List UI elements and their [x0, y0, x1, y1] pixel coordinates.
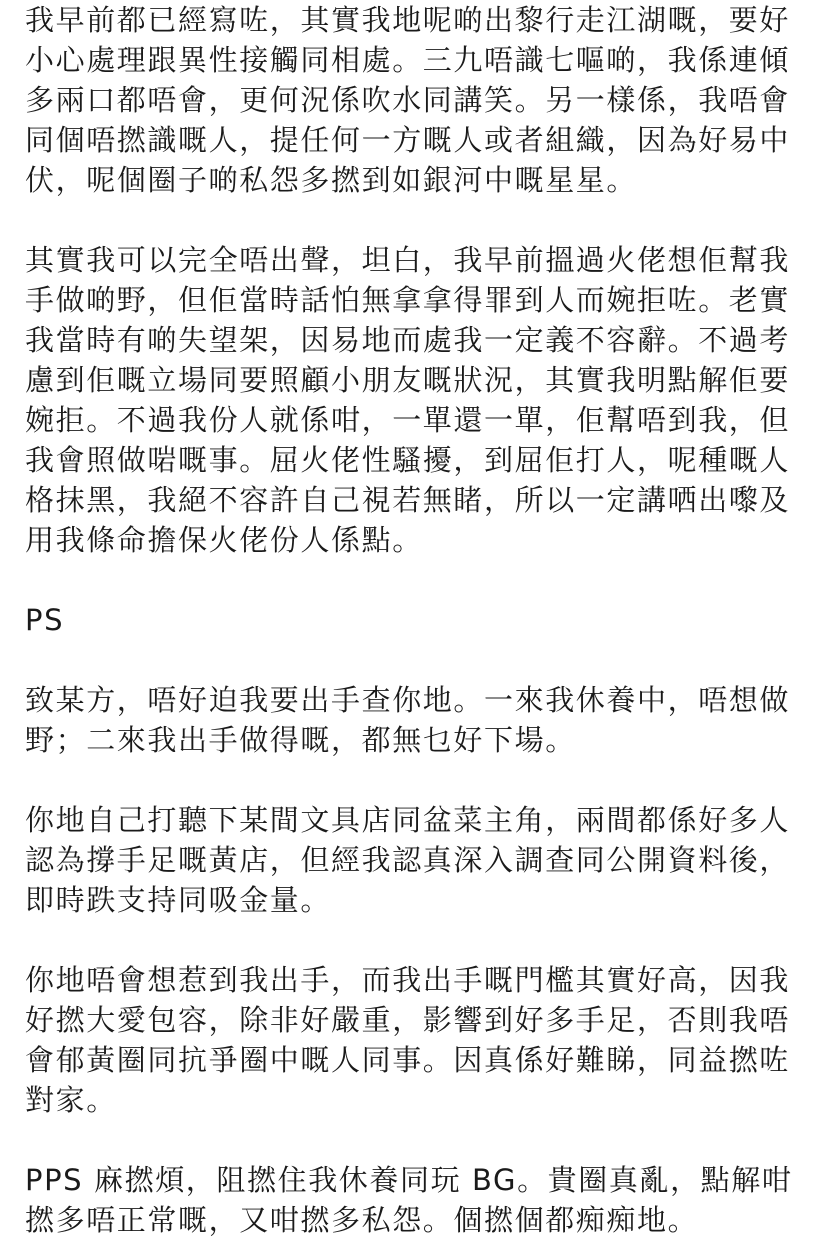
paragraph [25, 680, 805, 760]
text-line: 即時跌支持同吸金量。 [25, 883, 332, 917]
text-line: 你地唔會想惹到我出手，而我出手嘅門檻其實好高，因我 [25, 963, 791, 997]
text-line: 其實我可以完全唔出聲，坦白，我早前搵過火佬想佢幫我 [25, 243, 791, 277]
paragraph [25, 960, 805, 1120]
text-line: 野；二來我出手做得嘅，都無乜好下場。 [25, 723, 576, 757]
paragraph-gap [25, 920, 805, 960]
paragraph-gap [25, 640, 805, 680]
ps-heading: PS [25, 603, 65, 637]
text-line: 手做啲野，但佢當時話怕無拿拿得罪到人而婉拒咗。老實 [25, 283, 791, 317]
paragraph-gap [25, 560, 805, 600]
paragraph [25, 0, 805, 200]
text-line: 用我條命擔保火佬份人係點。 [25, 523, 423, 557]
text-line: 慮到佢嘅立場同要照顧小朋友嘅狀況，其實我明點解佢要 [25, 363, 791, 397]
text-line: 多兩口都唔會，更何況係吹水同講笑。另一樣係，我唔會 [25, 83, 791, 117]
text-line: 婉拒。不過我份人就係咁，一單還一單，佢幫唔到我，但 [25, 403, 791, 437]
text-line: 你地自己打聽下某間文具店同盆菜主角，兩間都係好多人 [25, 803, 791, 837]
text-line: 我早前都已經寫咗，其實我地呢啲出黎行走江湖嘅，要好 [25, 3, 791, 37]
paragraph [25, 800, 805, 920]
paragraph [25, 1160, 805, 1240]
text-line: 認為撐手足嘅黃店，但經我認真深入調查同公開資料後， [25, 843, 791, 877]
text-line: 小心處理跟異性接觸同相處。三九唔識七嘔啲，我係連傾 [25, 43, 791, 77]
post-body [25, 0, 805, 1240]
paragraph [25, 240, 805, 560]
text-line: 同個唔撚識嘅人，提任何一方嘅人或者組織，因為好易中 [25, 123, 791, 157]
paragraph [25, 600, 805, 640]
paragraph-gap [25, 1120, 805, 1160]
text-line: 好撚大愛包容，除非好嚴重，影響到好多手足，否則我唔 [25, 1003, 791, 1037]
paragraph-gap [25, 760, 805, 800]
text-line: 會郁黃圈同抗爭圈中嘅人同事。因真係好難睇，同益撚咗 [25, 1043, 791, 1077]
text-line: 撚多唔正常嘅，又咁撚多私怨。個撚個都痴痴地。 [25, 1203, 699, 1237]
text-line: 我會照做啱嘅事。屈火佬性騷擾，到屈佢打人，呢種嘅人 [25, 443, 791, 477]
paragraph-gap [25, 200, 805, 240]
text-line: 伏，呢個圈子啲私怨多撚到如銀河中嘅星星。 [25, 163, 638, 197]
text-line: 我當時有啲失望架，因易地而處我一定義不容辭。不過考 [25, 323, 791, 357]
text-line: 對家。 [25, 1083, 117, 1117]
text-line: 格抹黑，我絕不容許自己視若無睹，所以一定講哂出嚟及 [25, 483, 791, 517]
text-line: 致某方，唔好迫我要出手查你地。一來我休養中，唔想做 [25, 683, 791, 717]
text-line: PPS 麻撚煩，阻撚住我休養同玩 BG。貴圈真亂，點解咁 [25, 1163, 793, 1197]
